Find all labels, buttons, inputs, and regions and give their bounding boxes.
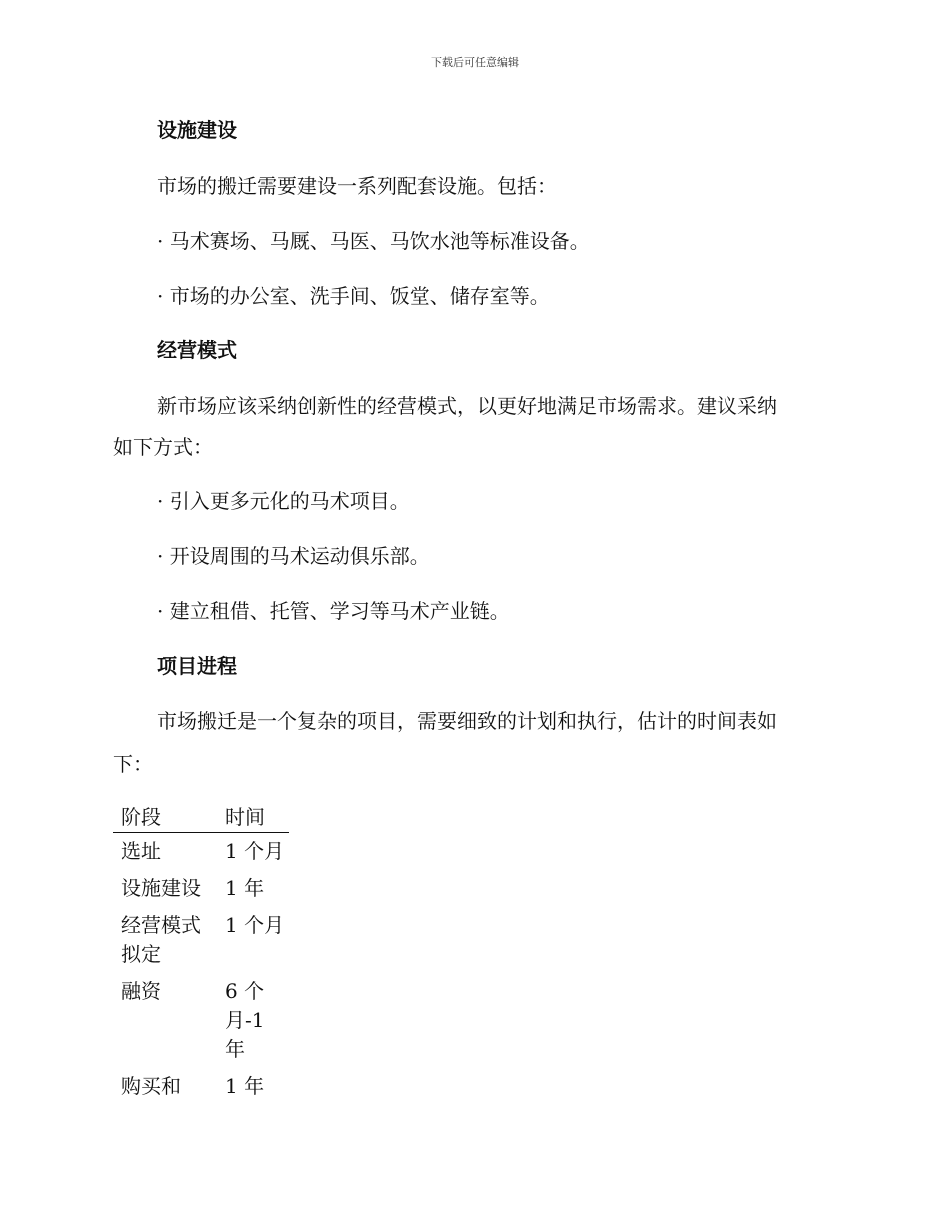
time-cell: 1 年 — [225, 876, 265, 900]
stage-cell: 购买和 — [121, 1074, 181, 1098]
page-header: 下载后可任意编辑 — [431, 56, 519, 69]
facilities-bullet-2: · 市场的办公室、洗手间、饭堂、储存室等。 — [157, 284, 550, 308]
table-row — [113, 1068, 289, 1105]
table-row — [113, 833, 289, 871]
stage-cell: 设施建设 — [121, 876, 201, 900]
table-row — [113, 870, 289, 907]
operation-intro-line2: 如下方式： — [113, 435, 213, 459]
progress-intro-line1: 市场搬迁是一个复杂的项目，需要细致的计划和执行，估计的时间表如 — [157, 709, 777, 733]
column-header-stage: 阶段 — [113, 800, 217, 833]
time-cell: 1 个月 — [225, 839, 285, 863]
section-heading-operation: 经营模式 — [157, 338, 237, 362]
table-header-row — [113, 800, 289, 833]
schedule-table — [113, 800, 289, 1105]
section-heading-progress: 项目进程 — [157, 654, 237, 678]
table-row — [113, 973, 289, 1068]
facilities-bullet-1: · 马术赛场、马厩、马医、马饮水池等标准设备。 — [157, 229, 590, 253]
stage-cell: 经营模式拟定 — [121, 913, 201, 966]
stage-cell: 选址 — [121, 839, 161, 863]
operation-bullet-1: · 引入更多元化的马术项目。 — [157, 489, 410, 513]
time-cell: 1 个月 — [225, 913, 285, 937]
operation-bullet-3: · 建立租借、托管、学习等马术产业链。 — [157, 599, 510, 623]
stage-cell: 融资 — [121, 979, 161, 1003]
column-header-time: 时间 — [217, 800, 289, 833]
time-cell: 1 年 — [225, 1074, 265, 1098]
section-heading-facilities: 设施建设 — [157, 118, 237, 142]
table-row — [113, 907, 289, 973]
time-cell: 6 个月-1 年 — [225, 979, 265, 1061]
progress-intro-line2: 下： — [113, 752, 153, 776]
operation-bullet-2: · 开设周围的马术运动俱乐部。 — [157, 544, 430, 568]
facilities-intro: 市场的搬迁需要建设一系列配套设施。包括： — [157, 174, 557, 198]
operation-intro-line1: 新市场应该采纳创新性的经营模式，以更好地满足市场需求。建议采纳 — [157, 394, 777, 418]
